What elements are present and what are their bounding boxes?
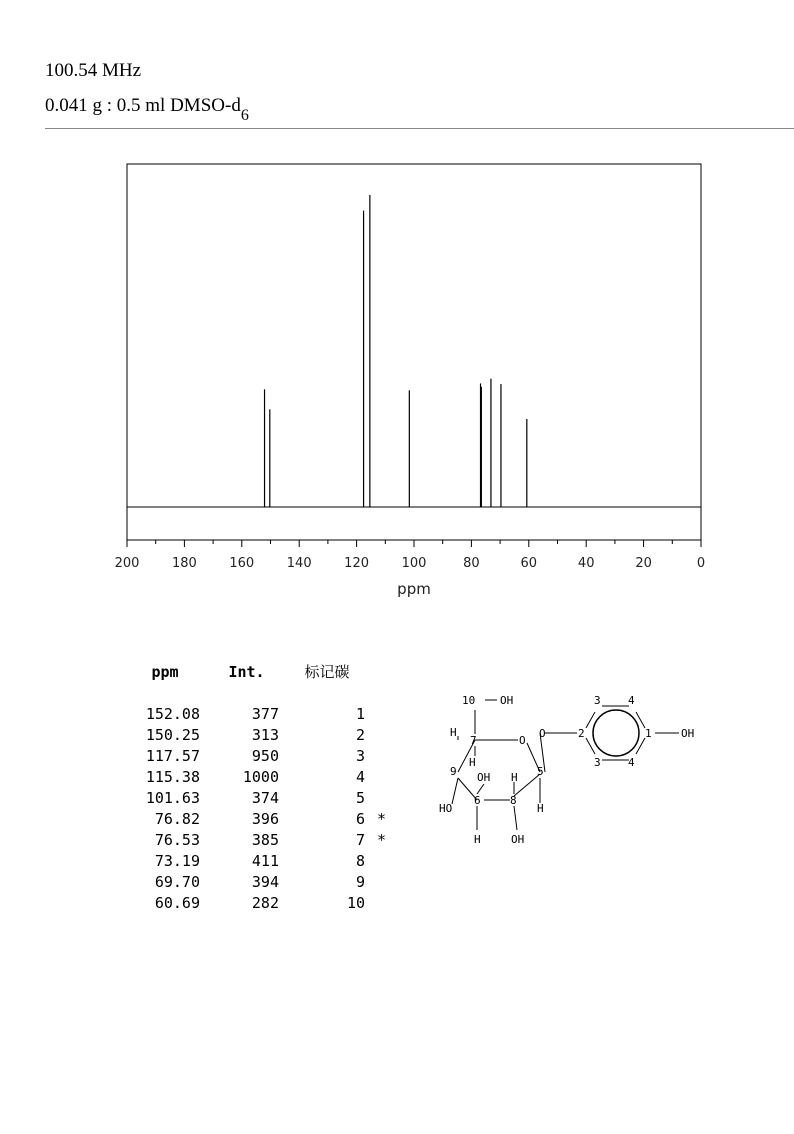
atom-oh-c6: OH	[477, 771, 491, 784]
atom-oh-top: OH	[500, 694, 514, 707]
atom-ho-c9: HO	[439, 802, 453, 815]
cell-intensity: 282	[251, 894, 279, 912]
atom-c7: 7	[470, 734, 477, 747]
x-tick-label: 160	[229, 556, 255, 571]
cell-mark	[365, 767, 407, 788]
atom-c4-bot: 4	[628, 756, 635, 769]
cell-ppm: 150.25	[145, 726, 200, 744]
x-axis-title: ppm	[397, 580, 431, 598]
cell-ppm: 69.70	[154, 873, 200, 891]
plot-frame	[127, 164, 701, 540]
atom-c5: 5	[537, 765, 544, 778]
atom-h-c7-bot: H	[469, 756, 476, 769]
x-axis-ticks	[115, 540, 706, 571]
x-tick-label: 0	[696, 556, 706, 571]
atom-c9: 9	[450, 765, 457, 778]
cell-mark	[365, 872, 407, 893]
x-tick-label: 20	[635, 556, 652, 571]
table-row	[118, 830, 407, 851]
table-row	[118, 704, 407, 725]
table-row	[118, 851, 407, 872]
atom-c1: 1	[645, 727, 652, 740]
atom-o-link: O	[539, 727, 546, 740]
cell-intensity: 950	[251, 747, 279, 765]
cell-ppm: 76.53	[154, 831, 200, 849]
cell-label: 10	[346, 894, 365, 912]
cell-ppm: 101.63	[145, 789, 200, 807]
cell-ppm: 76.82	[154, 810, 200, 828]
cell-intensity: 313	[251, 726, 279, 744]
solvent-text: 0.041 g : 0.5 ml DMSO-d	[45, 95, 241, 116]
cell-label: 9	[355, 873, 365, 891]
cell-intensity: 1000	[242, 768, 279, 786]
table-row	[118, 767, 407, 788]
atom-oh-c8: OH	[511, 833, 525, 846]
cell-intensity: 394	[251, 873, 279, 891]
molecule-structure	[432, 688, 712, 848]
cell-mark	[365, 704, 407, 725]
cell-ppm: 115.38	[145, 768, 200, 786]
header-intensity: Int.	[228, 663, 265, 681]
cell-intensity: 411	[251, 852, 279, 870]
cell-ppm: 117.57	[145, 747, 200, 765]
atom-c6: 6	[474, 794, 481, 807]
cell-intensity: 374	[251, 789, 279, 807]
atom-c3-bot: 3	[594, 756, 601, 769]
x-tick-label: 80	[463, 556, 480, 571]
cell-mark: *	[377, 831, 387, 849]
atom-h-c6: H	[474, 833, 481, 846]
benzene-ring	[593, 710, 639, 756]
atom-c3-top: 3	[594, 694, 601, 707]
spectrometer-frequency: 100.54 MHz	[45, 60, 142, 81]
cell-intensity: 396	[251, 810, 279, 828]
table-row	[118, 809, 407, 830]
x-tick-label: 120	[344, 556, 370, 571]
cell-label: 7	[355, 831, 365, 849]
atom-h-c7-top: H	[450, 726, 457, 739]
cell-ppm: 152.08	[145, 705, 200, 723]
cell-mark	[365, 788, 407, 809]
x-tick-label: 200	[114, 556, 140, 571]
atom-oh-right: OH	[681, 727, 695, 740]
cell-label: 2	[355, 726, 365, 744]
atom-c10: 10	[462, 694, 476, 707]
cell-mark: *	[377, 810, 387, 828]
cell-intensity: 385	[251, 831, 279, 849]
x-tick-label: 140	[286, 556, 312, 571]
atom-h-c8-top: H	[511, 771, 518, 784]
header-ppm: ppm	[151, 663, 179, 681]
table-row	[118, 893, 407, 914]
cell-ppm: 73.19	[154, 852, 200, 870]
peak-table	[118, 662, 407, 914]
table-row	[118, 872, 407, 893]
x-tick-label: 100	[401, 556, 427, 571]
header-label: 标记碳	[304, 663, 350, 681]
cell-label: 8	[355, 852, 365, 870]
solvent-subscript: 6	[240, 107, 249, 124]
x-tick-label: 40	[577, 556, 595, 571]
atom-c4-top: 4	[628, 694, 635, 707]
table-row	[118, 788, 407, 809]
cell-label: 5	[355, 789, 365, 807]
bond-lines	[452, 700, 679, 830]
atom-o-ring: O	[519, 734, 526, 747]
atom-c8: 8	[510, 794, 517, 807]
cell-mark	[365, 893, 407, 914]
table-row	[118, 746, 407, 767]
cell-label: 3	[355, 747, 365, 765]
x-tick-label: 180	[171, 556, 197, 571]
cell-label: 4	[355, 768, 365, 786]
atom-h-c5: H	[537, 802, 544, 815]
atom-c2: 2	[578, 727, 585, 740]
cell-label: 1	[355, 705, 365, 723]
cell-mark	[365, 746, 407, 767]
cell-label: 6	[355, 810, 365, 828]
cell-mark	[365, 851, 407, 872]
x-tick-label: 60	[520, 556, 538, 571]
cell-mark	[365, 725, 407, 746]
cell-intensity: 377	[251, 705, 279, 723]
cell-ppm: 60.69	[154, 894, 200, 912]
peak-lines	[265, 195, 527, 507]
table-row	[118, 725, 407, 746]
